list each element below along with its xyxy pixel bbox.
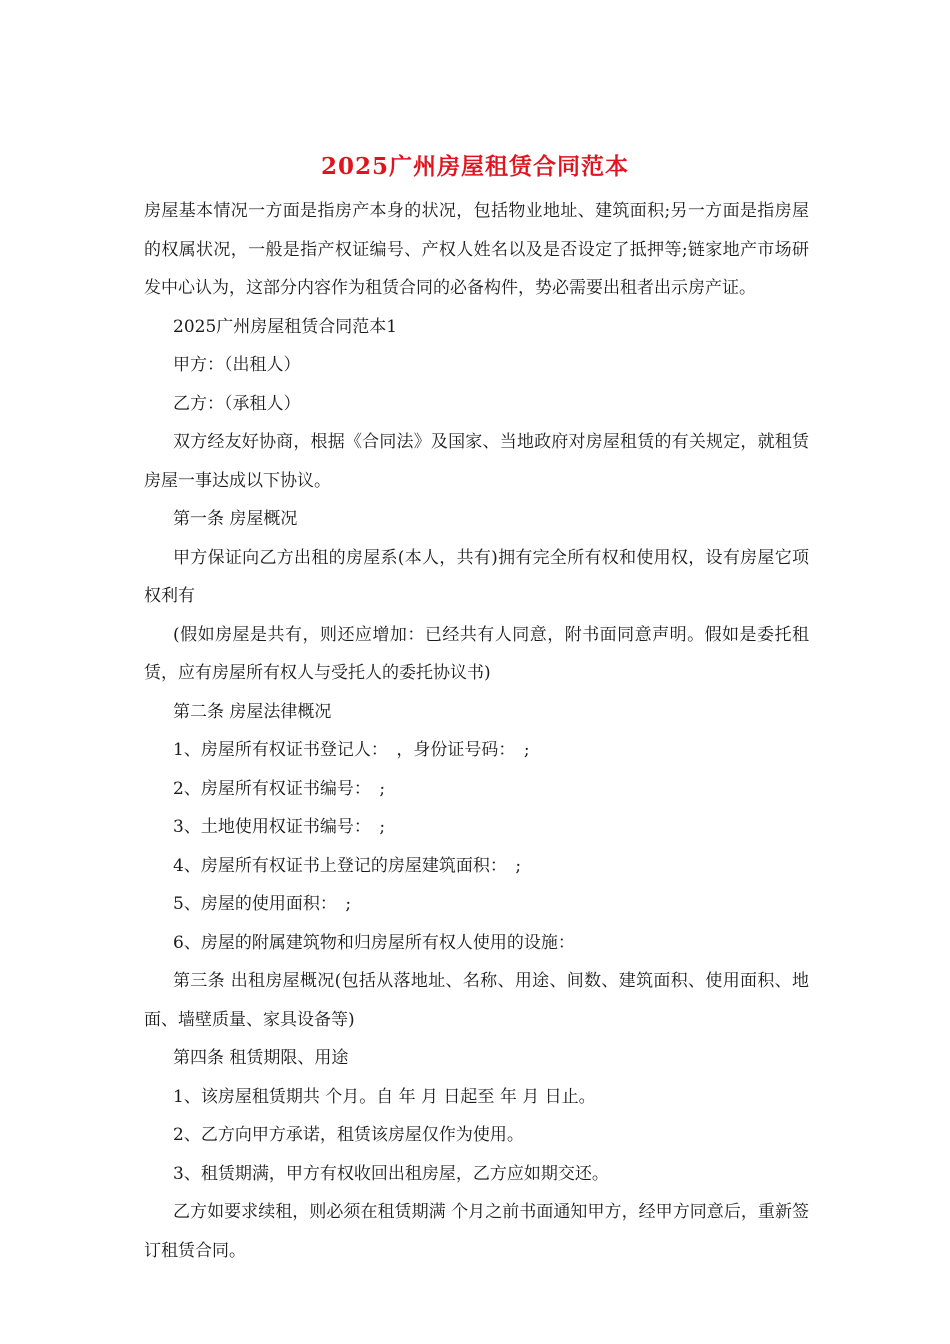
renewal-paragraph: 乙方如要求续租，则必须在租赁期满 个月之前书面通知甲方，经甲方同意后，重新签订租赁合同。	[144, 1202, 809, 1261]
contract-heading: 2025广州房屋租赁合同范本1	[173, 316, 398, 337]
article-2-item-6: 6、房屋的附属建筑物和归房屋所有权人使用的设施：	[173, 932, 575, 953]
article-2-item-1: 1、房屋所有权证书登记人： ，身份证号码： ;	[173, 740, 530, 760]
party-a: 甲方：（出租人）	[173, 355, 301, 375]
document-body	[144, 192, 809, 1270]
article-1-note: (假如房屋是共有，则还应增加：已经共有人同意，附书面同意声明。假如是委托租赁，应有房屋所有权人与受托人的委托协议书)	[144, 624, 809, 683]
article-2-heading: 第二条 房屋法律概况	[173, 701, 332, 722]
preamble-paragraph: 双方经友好协商，根据《合同法》及国家、当地政府对房屋租赁的有关规定，就租赁房屋一事达成以下协议。	[144, 432, 809, 491]
article-2-item-4: 4、房屋所有权证书上登记的房屋建筑面积： ;	[173, 855, 522, 876]
article-1-paragraph: 甲方保证向乙方出租的房屋系(本人，共有)拥有完全所有权和使用权，设有房屋它项权利有	[144, 547, 809, 606]
article-1-heading: 第一条 房屋概况	[173, 509, 298, 529]
article-2-item-2: 2、房屋所有权证书编号： ;	[173, 778, 386, 799]
document-title: 2025广州房屋租赁合同范本	[320, 153, 629, 180]
article-4-item-1: 1、该房屋租赁期共 个月。自 年 月 日起至 年 月 日止。	[173, 1086, 596, 1107]
party-b: 乙方：（承租人）	[173, 393, 301, 414]
article-2-item-5: 5、房屋的使用面积： ;	[173, 894, 352, 914]
article-2-item-3: 3、土地使用权证书编号： ;	[173, 817, 386, 837]
article-3-paragraph: 第三条 出租房屋概况(包括从落地址、名称、用途、间数、建筑面积、使用面积、地面、墙壁质量、家具设备等)	[144, 971, 809, 1030]
article-4-item-2: 2、乙方向甲方承诺，租赁该房屋仅作为使用。	[173, 1125, 524, 1145]
article-4-item-3: 3、租赁期满，甲方有权收回出租房屋，乙方应如期交还。	[173, 1163, 609, 1184]
article-4-heading: 第四条 租赁期限、用途	[173, 1048, 349, 1068]
intro-paragraph: 房屋基本情况一方面是指房产本身的状况，包括物业地址、建筑面积;另一方面是指房屋的权属状况，一般是指产权证编号、产权人姓名以及是否设定了抵押等;链家地产市场研发中心认为，这部分内容作为租赁合同的必备构件，势必需要出租者出示房产证。	[144, 201, 809, 298]
